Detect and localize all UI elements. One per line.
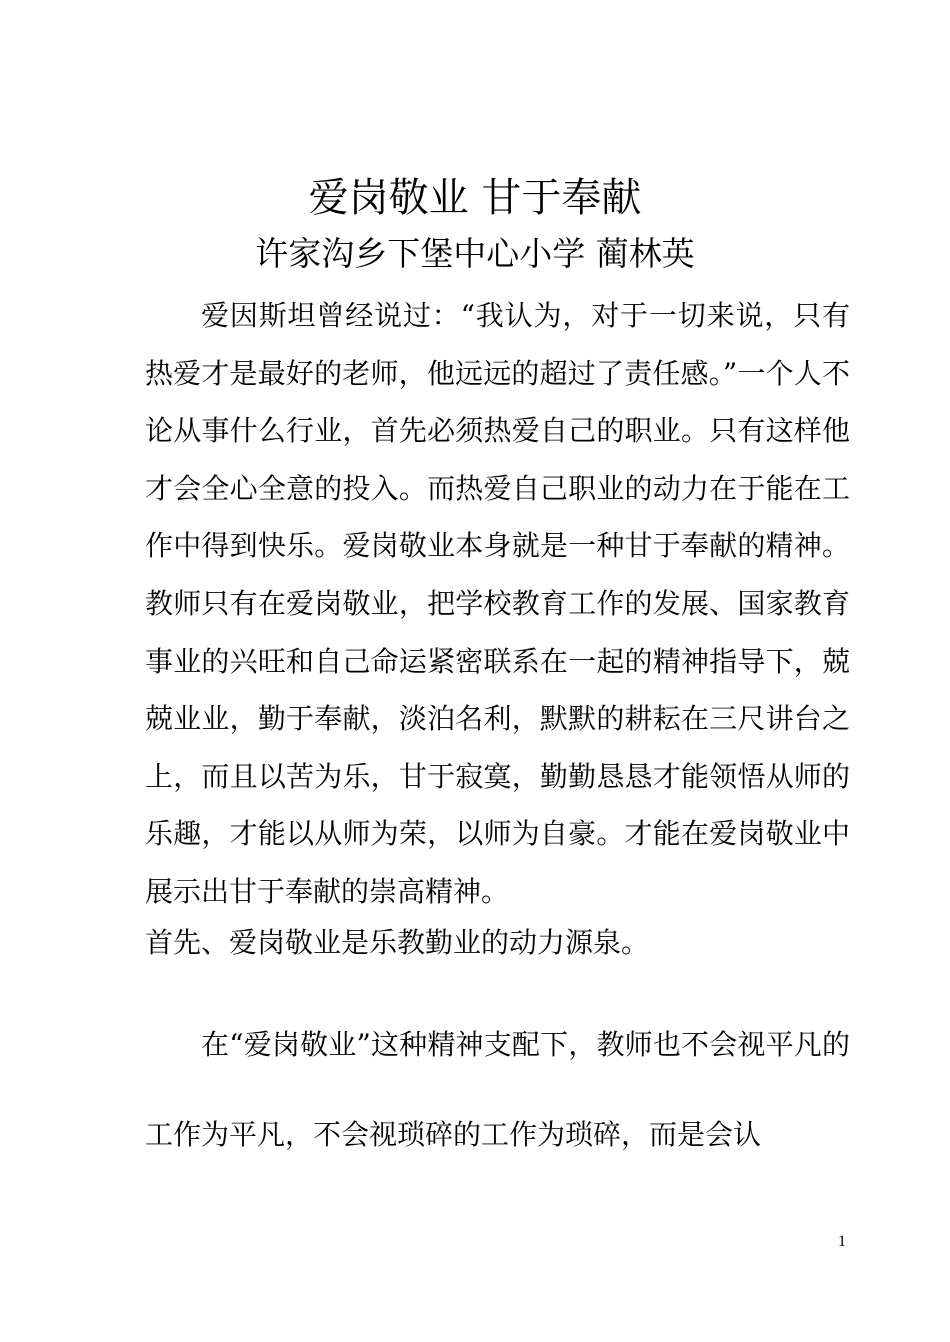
paragraph-intro-text-1: 爱因斯坦曾经说过：“我认为，对于一切来说，只有热爱才是最好的老师，他远远的超过了责任感。”一个人不论从事什么行业，首先必须热爱自己的职业。只有这样他才会全心全意的投入。而热爱自己职业的动力在于能在工作中得到快乐。 [145, 299, 850, 563]
paragraph-intro-emphasis-2: 才能在爱岗敬业中展示出甘于奉献的崇高精神。 [145, 817, 850, 908]
document-title: 爱岗敬业 甘于奉献 [308, 175, 642, 221]
document-author-line: 许家沟乡下堡中心小学 蔺林英 [255, 234, 695, 273]
page-number: 1 [838, 1233, 846, 1250]
section-heading-first: 首先、爱岗敬业是乐教勤业的动力源泉。 [145, 926, 650, 959]
paragraph-love-job: 在“爱岗敬业”这种精神支配下，教师也不会视平凡的工作为平凡，不会视琐碎的工作为琐碎，而是会认 [145, 1028, 850, 1151]
paragraph-intro [145, 287, 850, 921]
paragraph-intro-emphasis-1: 爱岗敬业本身就是一种甘于奉献的精神。 [342, 529, 850, 563]
paragraph-intro-text-2: 教师只有在爱岗敬业，把学校教育工作的发展、国家教育事业的兴旺和自己命运紧密联系在一起的精神指导下，兢兢业业，勤于奉献，淡泊名利，默默的耕耘在三尺讲台之上，而且以苦为乐，甘于寂寞，勤勤恳恳才能领悟从师的乐趣，才能以从师为荣，以师为自豪。 [145, 586, 850, 851]
